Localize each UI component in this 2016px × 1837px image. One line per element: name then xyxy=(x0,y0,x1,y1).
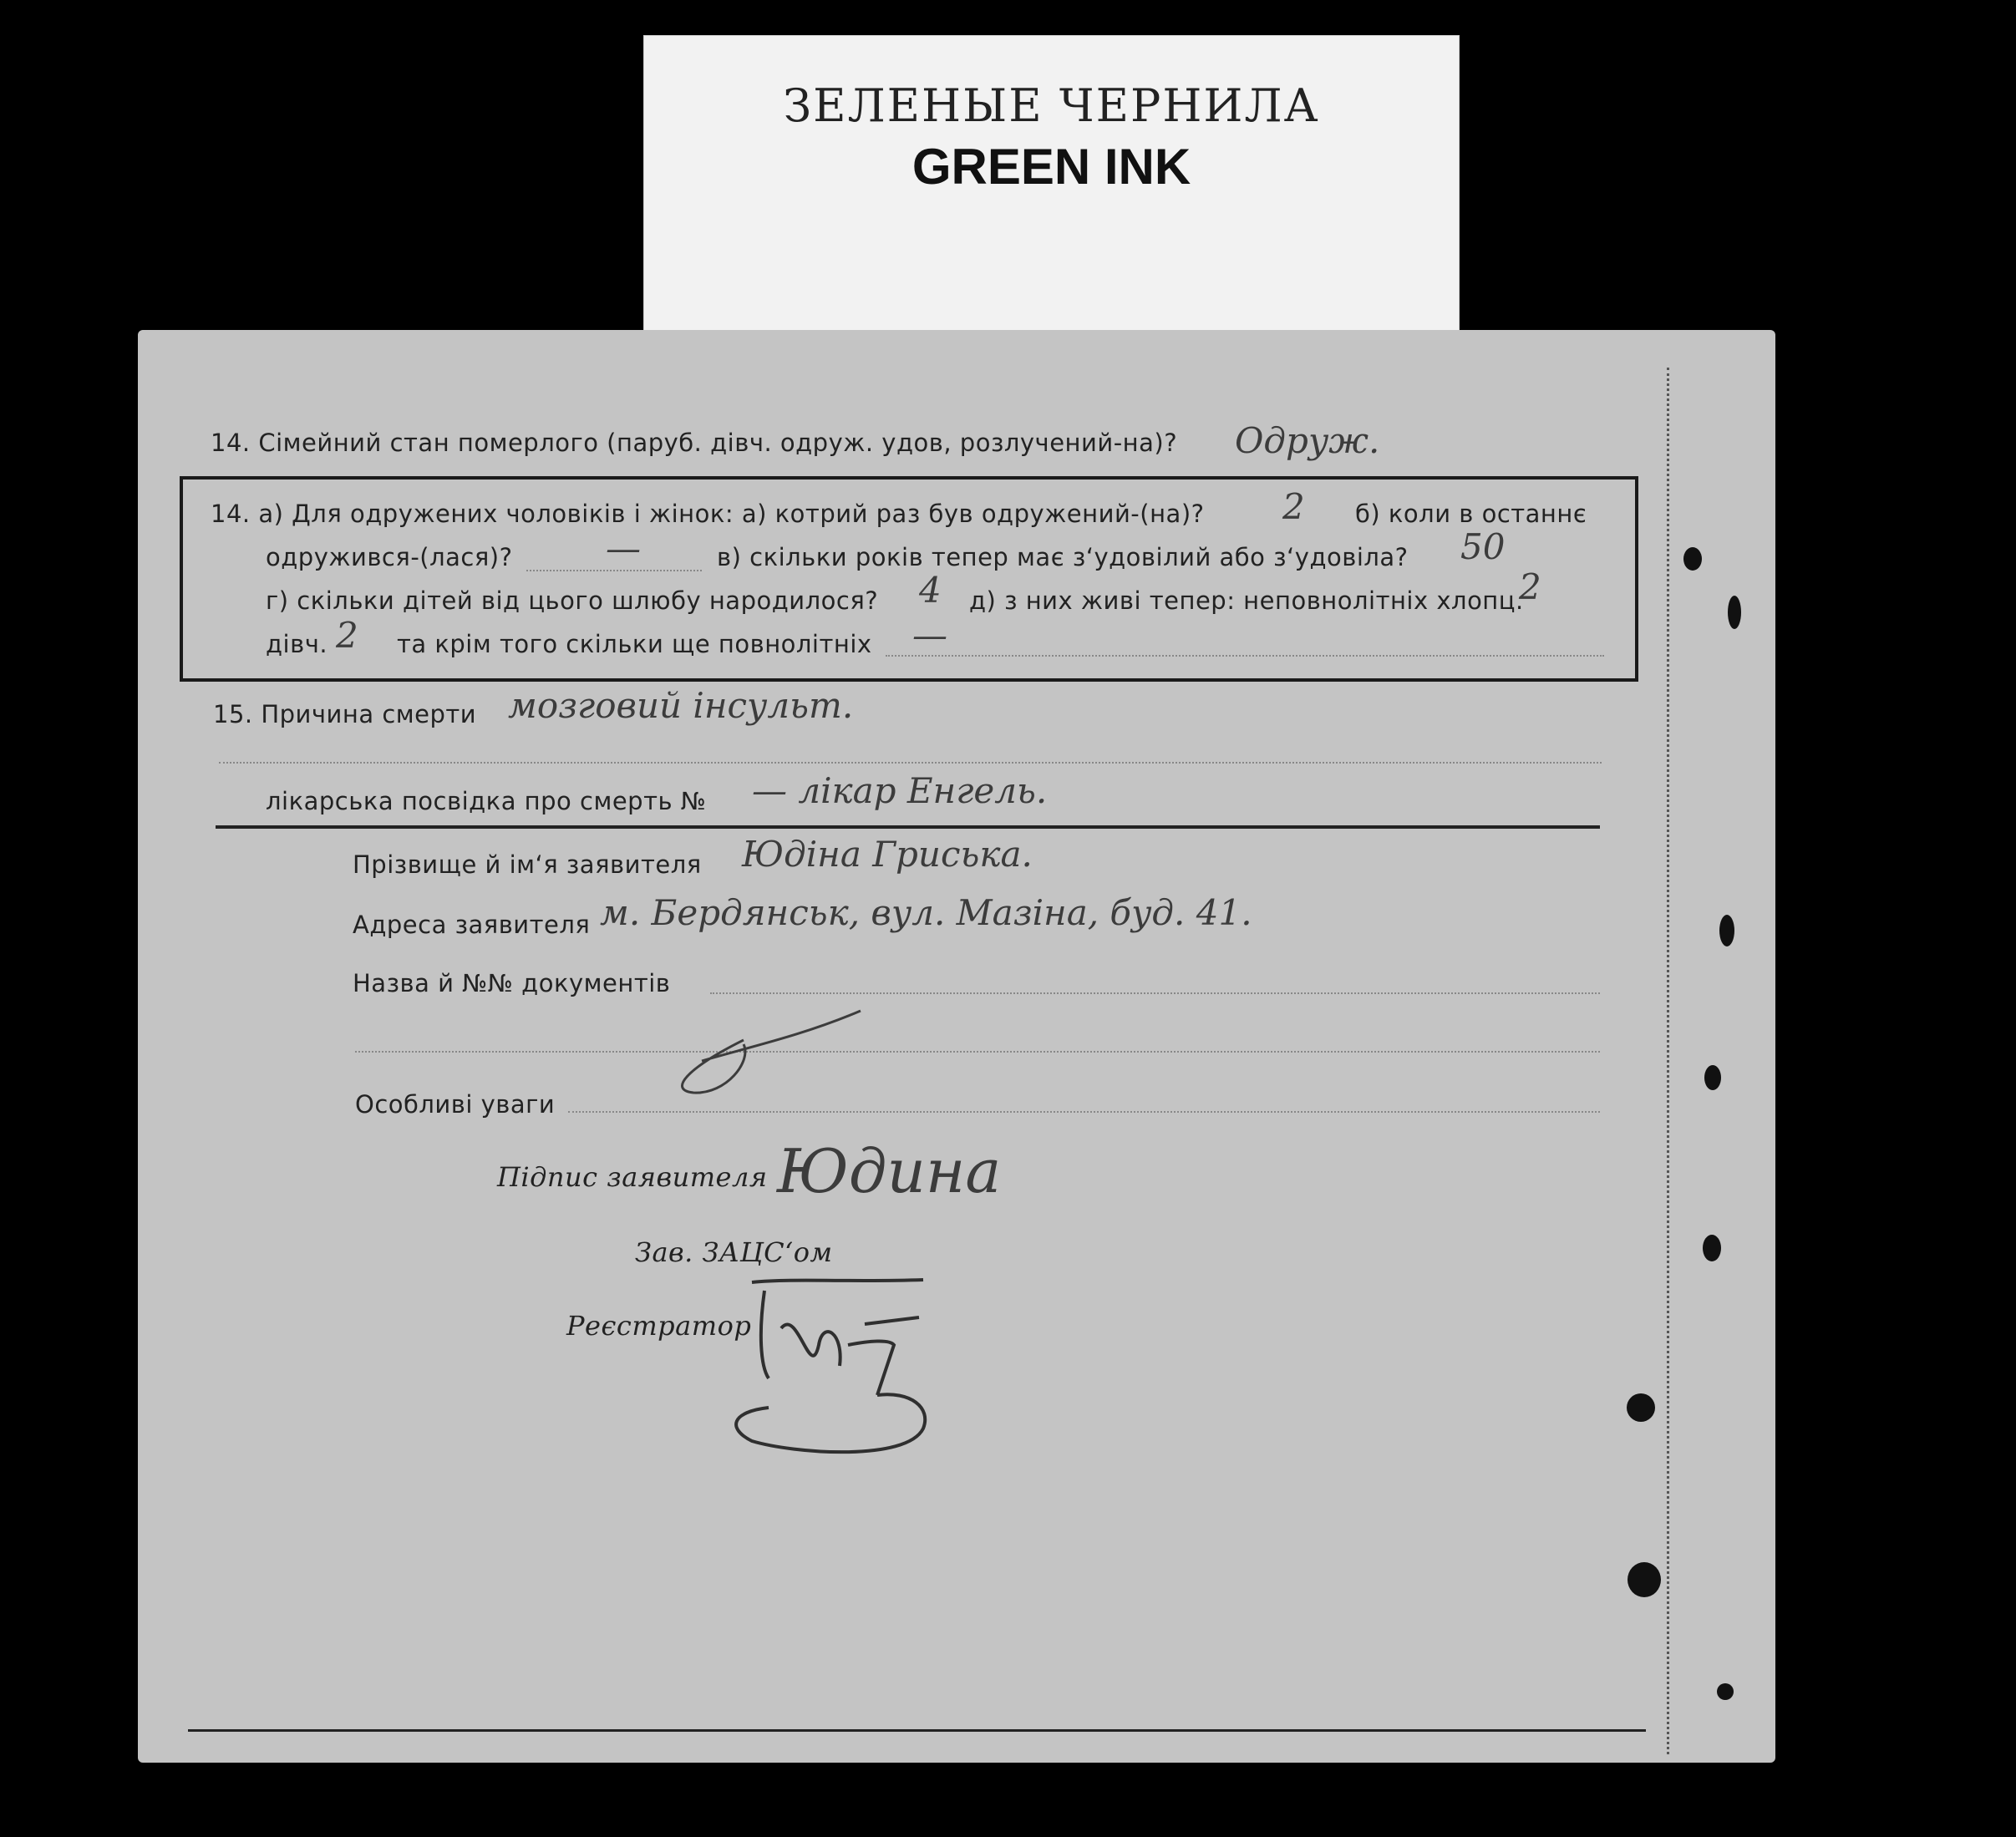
q14d-label: д) з них живі тепер: неповнолітніх хлопц. xyxy=(969,586,1524,615)
binding-hole xyxy=(1717,1683,1734,1700)
cert-label: лікарська посвідка про смерть № xyxy=(266,787,707,815)
section-divider xyxy=(216,825,1600,829)
applicant-name-answer: Юдіна Гриська. xyxy=(742,834,1033,875)
cert-answer: — лікар Енгель. xyxy=(752,770,1048,811)
binding-hole xyxy=(1703,1235,1721,1261)
q14v-answer: 50 xyxy=(1460,526,1506,567)
q14a-answer: 2 xyxy=(1282,486,1305,527)
signature-label: Підпис заявителя xyxy=(497,1161,768,1193)
binding-hole xyxy=(1628,1562,1661,1597)
documents-label: Назва й №№ документів xyxy=(353,969,671,997)
binding-hole xyxy=(1704,1065,1721,1090)
q14b-label: б) коли в останнє xyxy=(1355,500,1587,528)
binding-hole xyxy=(1683,547,1702,571)
applicant-address-label: Адреса заявителя xyxy=(353,911,591,939)
q14f-label: та крім того скільки ще повнолітніх xyxy=(397,630,872,658)
binding-hole xyxy=(1627,1393,1655,1422)
q14e-label: дівч. xyxy=(266,630,328,658)
registrar-label: Реєстратор xyxy=(566,1310,752,1342)
q14-answer: Одруж. xyxy=(1235,420,1380,461)
applicant-address-answer: м. Бердянськ, вул. Мазіна, буд. 41. xyxy=(600,892,1252,933)
green-ink-label-card xyxy=(643,35,1460,339)
applicant-name-label: Прізвище й ім‘я заявителя xyxy=(353,850,702,879)
dotted-line xyxy=(568,1111,1600,1113)
q14a-label: 14. а) Для одружених чоловіків і жінок: а) котрий раз був одружений-(на)? xyxy=(211,500,1205,528)
dotted-line xyxy=(355,1051,1600,1053)
registrar-signature xyxy=(719,1266,936,1466)
label-russian: ЗЕЛЕНЫЕ ЧЕРНИЛА xyxy=(783,79,1320,132)
binding-hole xyxy=(1728,596,1741,629)
q14f-answer: — xyxy=(912,615,947,656)
documents-dash-mark xyxy=(652,994,877,1094)
q15-answer: мозговий інсульт. xyxy=(508,685,854,726)
q14g-answer: 4 xyxy=(919,570,942,611)
zags-label: Зав. ЗАЦС‘ом xyxy=(635,1236,833,1268)
dotted-line xyxy=(886,655,1604,657)
label-english: GREEN INK xyxy=(912,139,1191,195)
q14d-answer: 2 xyxy=(1519,566,1541,607)
q14e-answer: 2 xyxy=(336,615,358,656)
signature-answer: Юдина xyxy=(777,1136,1002,1206)
q15-label: 15. Причина смерти xyxy=(213,700,477,728)
remarks-label: Особливі уваги xyxy=(355,1090,556,1119)
q14b-label-line2: одружився-(лася)? xyxy=(266,543,513,571)
q14g-label: г) скільки дітей від цього шлюбу народилося? xyxy=(266,586,879,615)
q14b-answer: — xyxy=(606,528,641,569)
bottom-rule xyxy=(188,1729,1646,1732)
dotted-line xyxy=(219,762,1602,764)
q14-label: 14. Сімейний стан померлого (паруб. дівч. одруж. удов, розлучений-на)? xyxy=(211,429,1178,457)
perforation-line xyxy=(1667,368,1669,1754)
dotted-line xyxy=(526,570,702,571)
q14v-label: в) скільки років тепер має з‘удовілий або з‘удовіла? xyxy=(717,543,1409,571)
binding-hole xyxy=(1719,915,1734,946)
